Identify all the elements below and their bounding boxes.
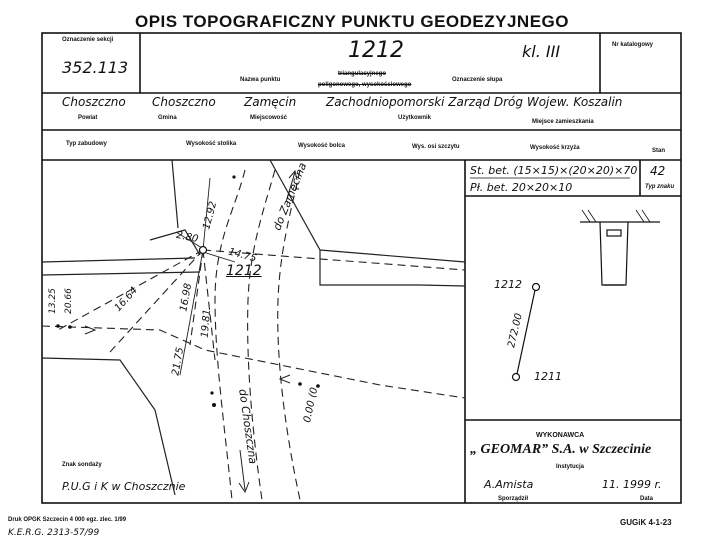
katalog-label: Nr katalogowy <box>612 42 654 48</box>
wys-krzyza-label: Wysokość krzyża <box>530 145 580 151</box>
dist-16-64: 16.64 <box>112 285 140 314</box>
typ-zabudowy-label: Typ zabudowy <box>66 141 107 147</box>
dist-20-66: 20.66 <box>63 288 74 314</box>
typ-znaku-label: Typ znaku <box>645 184 675 190</box>
spec-line2: Pł. bet. 20×20×10 <box>470 181 573 194</box>
wys-bolca-label: Wysokość bolca <box>298 143 345 149</box>
typ-line1: triangulacyjnego <box>338 71 387 77</box>
gmina-value: Choszczno <box>152 95 216 109</box>
sporzadzil-value: A.Amista <box>484 478 534 491</box>
zrodlo-label: Znak sondaży <box>62 462 102 468</box>
road-label-zamecin: do Zamęcina <box>270 160 310 233</box>
wys-stolika-label: Wysokość stolika <box>186 141 237 147</box>
diagram-point-1212: 1212 <box>494 278 522 291</box>
dist-16-98: 16.98 <box>178 282 195 313</box>
sekcja-value: 352.113 <box>62 58 129 77</box>
instytucja-label: Instytucja <box>556 464 585 470</box>
point-class: kl. III <box>522 42 561 61</box>
road-label-choszczno: do Choszczna <box>236 388 260 465</box>
miejscowosc-value: Zamęcin <box>244 95 297 109</box>
slup-label: Oznaczenie słupa <box>452 77 503 83</box>
spec-line1: St. bet. (15×15)×(20×20)×70 <box>470 164 638 177</box>
wykonawca-label: WYKONAWCA <box>536 432 585 439</box>
dist-21-75: 21.75 <box>170 346 187 377</box>
powiat-value: Choszczno <box>62 95 126 109</box>
point-number: 1212 <box>348 38 404 63</box>
wykonawca-name: „ GEOMAR” S.A. w Szczecinie <box>470 442 652 457</box>
zamieszkanie-label: Miejsce zamieszkania <box>532 119 594 125</box>
page-title: OPIS TOPOGRAFICZNY PUNKTU GEODEZYJNEGO <box>135 12 569 31</box>
uzytkownik-value: Zachodniopomorski Zarząd Dróg Wojew. Koszalin <box>326 95 623 109</box>
dist-13-25: 13.25 <box>47 288 58 314</box>
stan-label: Stan <box>652 148 666 154</box>
dist-12-92: 12.92 <box>201 200 220 231</box>
data-label: Data <box>640 496 654 502</box>
typ-line2: poligonowego, wysokościowego <box>318 82 412 88</box>
date-value: 11. 1999 r. <box>602 478 662 491</box>
footer-note: Druk OPGK Szczecin 4 000 egz. zlec. 1/99 <box>8 517 127 523</box>
powiat-label: Powiat <box>78 115 98 121</box>
diagram-distance: 272.00 <box>506 312 525 349</box>
wys-osi-label: Wys. osi szczytu <box>412 144 460 150</box>
sporzadzil-label: Sporządził <box>498 496 529 502</box>
footer-code: K.E.R.G. 2313-57/99 <box>8 528 100 538</box>
sketch-point-label: 1212 <box>226 263 262 279</box>
dist-19-81: 19.81 <box>199 308 214 339</box>
zrodlo-value: P.U.G i K w Choszcznie <box>62 480 186 493</box>
dist-2-80: 2.80 <box>175 229 200 246</box>
sekcja-label: Oznaczenie sekcji <box>62 37 114 43</box>
miejscowosc-label: Miejscowość <box>250 115 288 121</box>
nazwa-label: Nazwa punktu <box>240 77 281 83</box>
dist-14-75: 14.75 <box>227 246 258 265</box>
dist-0-00: 0.00 (0. <box>302 383 321 424</box>
typ-znaku-value: 42 <box>650 164 666 178</box>
uzytkownik-label: Użytkownik <box>398 115 432 121</box>
gmina-label: Gmina <box>158 115 177 121</box>
footer-gugik: GUGiK 4-1-23 <box>620 518 672 527</box>
diagram-point-1211: 1211 <box>534 370 562 383</box>
